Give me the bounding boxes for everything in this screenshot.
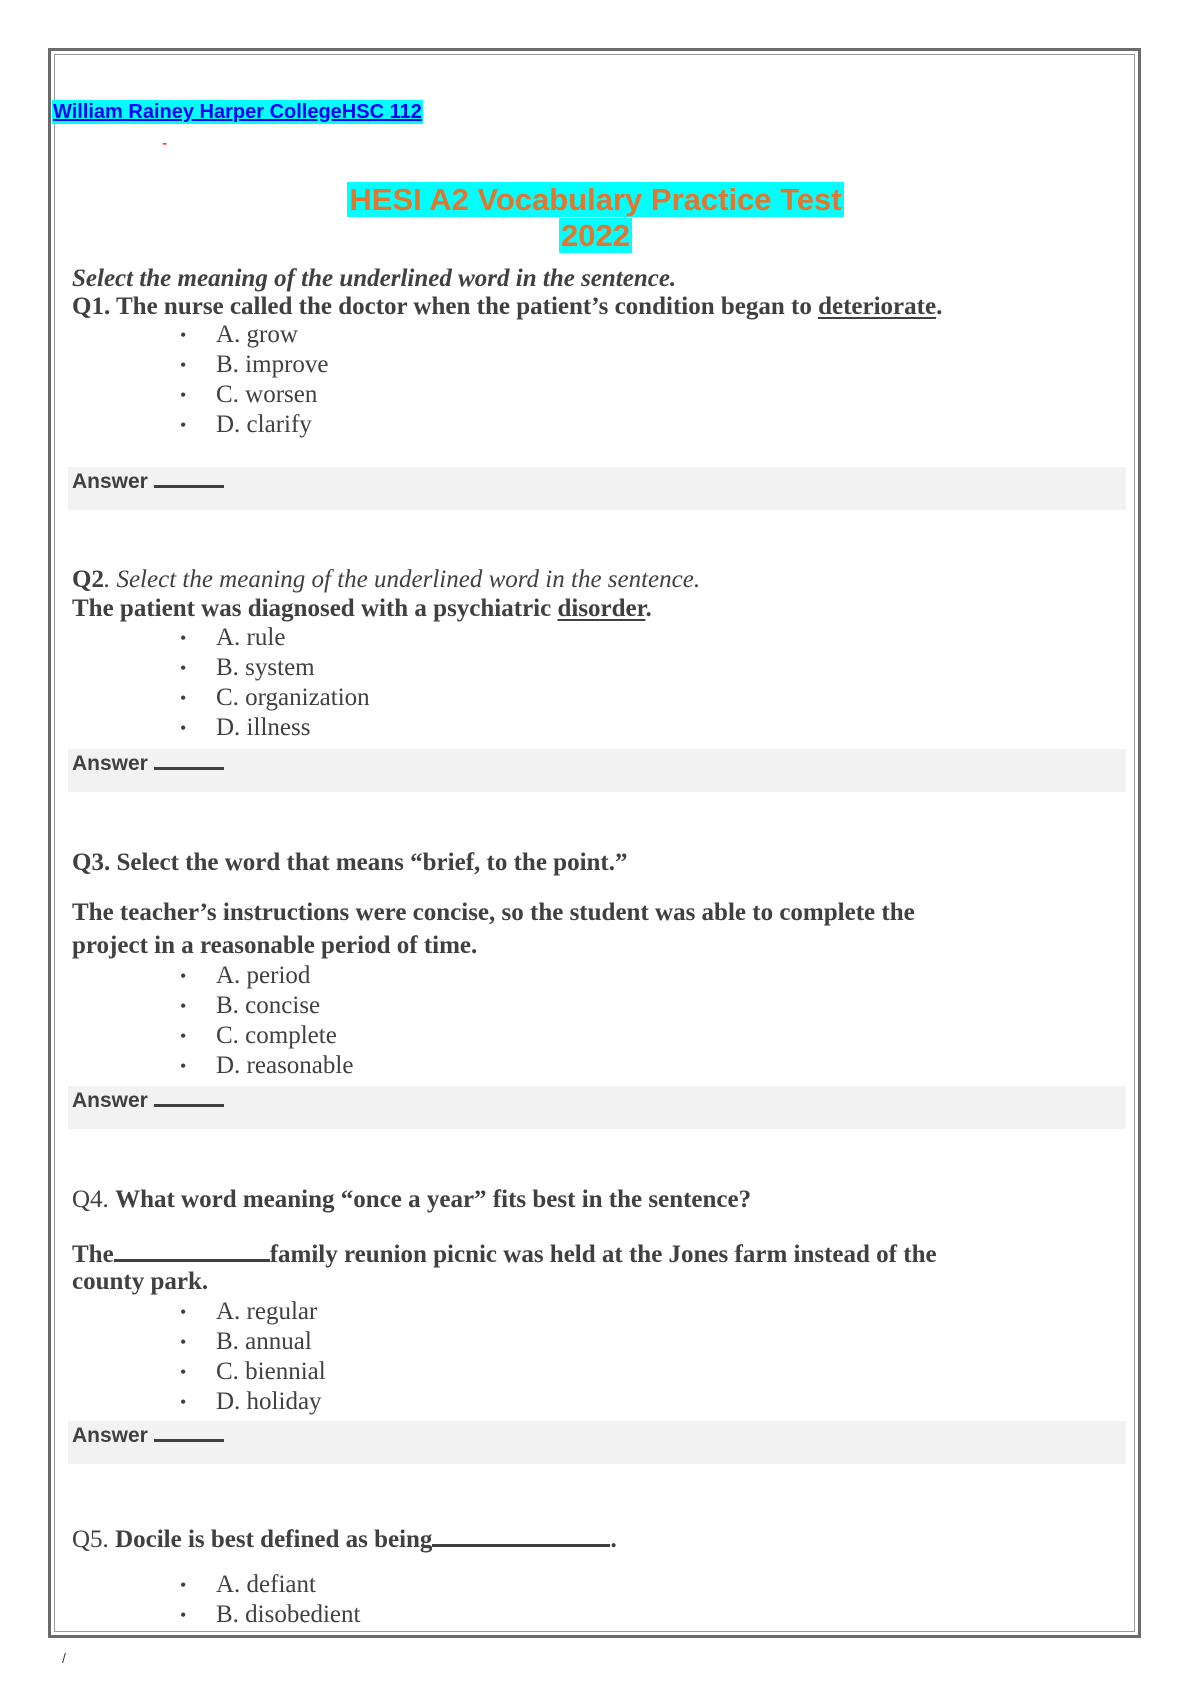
q1-instruction: Select the meaning of the underlined word in the sentence. bbox=[72, 265, 677, 292]
q5-prompt: Docile is best defined as being bbox=[115, 1526, 433, 1553]
q1-answer-row bbox=[68, 467, 1126, 510]
q4-option-a[interactable]: • A. regular bbox=[180, 1297, 326, 1327]
q4-option-c[interactable]: • C. biennial bbox=[180, 1357, 326, 1387]
q5-option-b[interactable]: • B. disobedient bbox=[180, 1600, 360, 1630]
q1-stem-before: Q1. The nurse called the doctor when the patient’s condition began to bbox=[72, 293, 819, 320]
answer-label-text: Answer bbox=[72, 1089, 148, 1112]
q5-number: Q5. bbox=[72, 1526, 116, 1553]
q5-options bbox=[180, 1570, 360, 1630]
q5-prompt-end: . bbox=[610, 1526, 617, 1553]
q3-options bbox=[180, 961, 353, 1081]
q2-underlined-word: disorder bbox=[557, 595, 646, 622]
q3-option-a[interactable]: • A. period bbox=[180, 961, 353, 991]
q2-stem bbox=[72, 594, 652, 624]
q4-answer-label bbox=[72, 1421, 224, 1451]
q2-stem-before: The patient was diagnosed with a psychiatric bbox=[72, 595, 558, 622]
q3-answer-blank[interactable] bbox=[154, 1086, 224, 1107]
q2-stem-after: . bbox=[645, 595, 652, 622]
title-line-2 bbox=[0, 218, 1191, 254]
q4-fill-in-blank bbox=[114, 1235, 270, 1262]
q2-answer-blank[interactable] bbox=[154, 749, 224, 770]
q4-answer-blank[interactable] bbox=[154, 1421, 224, 1442]
title-text: HESI A2 Vocabulary Practice Test bbox=[349, 182, 842, 217]
q3-option-b[interactable]: • B. concise bbox=[180, 991, 353, 1021]
q3-sentence-line-1: The teacher’s instructions were concise, so the student was able to complete the bbox=[72, 899, 915, 926]
q2-instruction: . Select the meaning of the underlined word in the sentence. bbox=[103, 566, 701, 593]
q1-option-a[interactable]: • A. grow bbox=[180, 320, 329, 350]
title-year: 2022 bbox=[561, 218, 630, 253]
q4-sentence-line-1 bbox=[72, 1235, 937, 1270]
q1-underlined-word: deteriorate bbox=[818, 293, 937, 320]
q4-number: Q4. bbox=[72, 1186, 116, 1213]
q2-options bbox=[180, 623, 370, 743]
q2-option-a[interactable]: • A. rule bbox=[180, 623, 370, 653]
q1-answer-label bbox=[72, 467, 224, 497]
q4-sentence-rest: family reunion picnic was held at the Jones farm instead of the bbox=[269, 1241, 937, 1268]
q4-sentence-start: The bbox=[72, 1241, 114, 1268]
answer-label-text: Answer bbox=[72, 470, 148, 493]
q3-answer-label bbox=[72, 1086, 224, 1116]
q2-option-c[interactable]: • C. organization bbox=[180, 683, 370, 713]
q2-answer-row bbox=[68, 749, 1126, 792]
q3-answer-row bbox=[68, 1086, 1126, 1129]
q4-prompt-line bbox=[72, 1185, 751, 1215]
q1-option-d[interactable]: • D. clarify bbox=[180, 410, 329, 440]
title-line-1 bbox=[0, 182, 1191, 218]
q4-option-d[interactable]: • D. holiday bbox=[180, 1387, 326, 1417]
q3-sentence-line-2: project in a reasonable period of time. bbox=[72, 932, 478, 959]
q3-option-c[interactable]: • C. complete bbox=[180, 1021, 353, 1051]
q5-fill-in-blank bbox=[432, 1520, 610, 1547]
q5-prompt-line bbox=[72, 1520, 617, 1555]
q4-options bbox=[180, 1297, 326, 1417]
q2-instruction-line bbox=[72, 565, 700, 595]
q1-stem-after: . bbox=[936, 293, 943, 320]
q1-option-c[interactable]: • C. worsen bbox=[180, 380, 329, 410]
red-dash-mark: - bbox=[162, 135, 168, 152]
q2-answer-label bbox=[72, 749, 224, 779]
q3-option-d[interactable]: • D. reasonable bbox=[180, 1051, 353, 1081]
q4-option-b[interactable]: • B. annual bbox=[180, 1327, 326, 1357]
q1-options bbox=[180, 320, 329, 440]
q2-option-d[interactable]: • D. illness bbox=[180, 713, 370, 743]
q1-option-b[interactable]: • B. improve bbox=[180, 350, 329, 380]
q2-number: Q2 bbox=[72, 566, 104, 593]
footer-mark: / bbox=[62, 1650, 66, 1666]
q5-option-a[interactable]: • A. defiant bbox=[180, 1570, 360, 1600]
q4-prompt: What word meaning “once a year” fits best in the sentence? bbox=[115, 1186, 752, 1213]
q4-answer-row bbox=[68, 1421, 1126, 1464]
q1-stem bbox=[72, 292, 942, 322]
answer-label-text: Answer bbox=[72, 1424, 148, 1447]
q1-answer-blank[interactable] bbox=[154, 467, 224, 488]
q3-prompt: Q3. Select the word that means “brief, to the point.” bbox=[72, 849, 628, 876]
college-course-link[interactable]: William Rainey Harper CollegeHSC 112 bbox=[53, 101, 422, 123]
q2-option-b[interactable]: • B. system bbox=[180, 653, 370, 683]
answer-label-text: Answer bbox=[72, 752, 148, 775]
q4-sentence-line-2: county park. bbox=[72, 1268, 209, 1295]
